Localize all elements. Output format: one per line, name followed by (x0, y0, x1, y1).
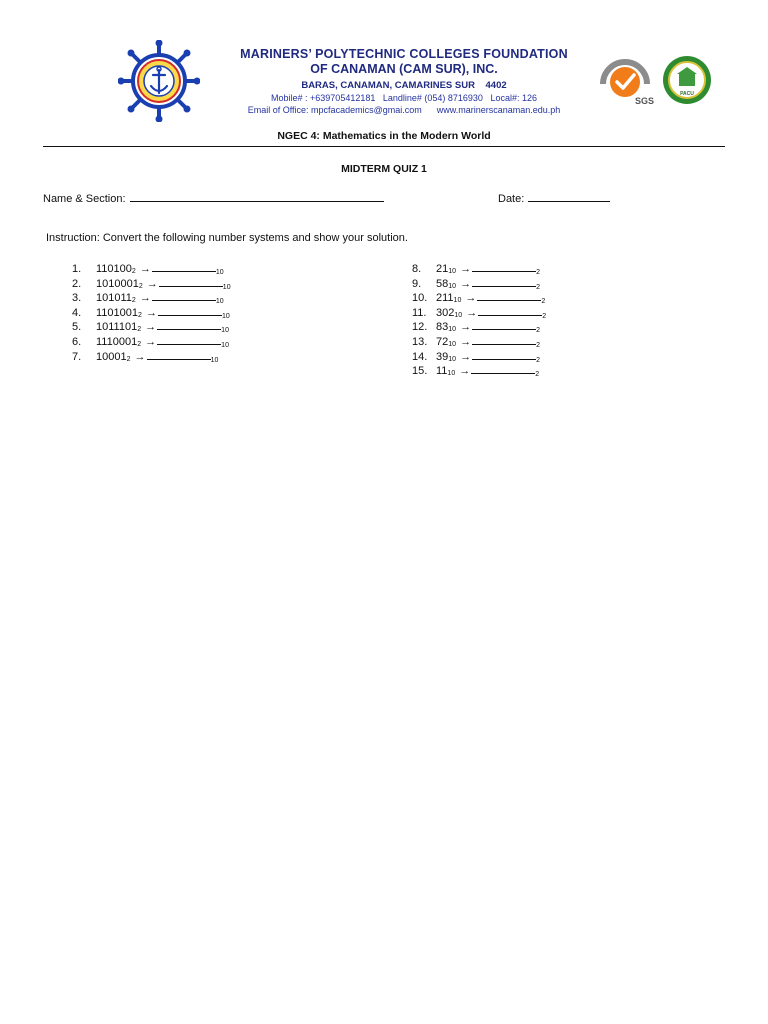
svg-text:PACU: PACU (680, 91, 694, 97)
item-number: 9. (412, 277, 422, 290)
institution-email-web: Email of Office: mpcfacademics@gmai.com www.marinerscanaman.edu.ph (247, 105, 561, 115)
item-value: $211_{10}$ (436, 292, 462, 305)
item-value: $101011_2$ (96, 292, 136, 305)
item-from-base: 10 (454, 311, 463, 319)
quiz-title: MIDTERM QUIZ 1 (341, 163, 427, 175)
item-number: 4. (72, 306, 82, 319)
item-value: $11_{10}$ (436, 365, 456, 378)
item-to-base: 2 (536, 283, 541, 291)
item-number: 1. (72, 263, 82, 275)
course-title: NGEC 4: Mathematics in the Modern World (277, 130, 491, 142)
item-number: 15. (412, 365, 428, 378)
institution-block (200, 47, 608, 116)
item-to-base: 2 (536, 269, 541, 276)
item-to-base: 10 (222, 283, 231, 291)
name-section-blank (130, 192, 384, 202)
item-from-base: 2 (137, 326, 142, 334)
item-value: $10001_2$ (96, 350, 131, 363)
item-value: $39_{10}$ (436, 350, 457, 363)
arrow-icon: → (142, 335, 157, 348)
arrow-icon: → (142, 306, 157, 319)
items-left-column (72, 262, 231, 364)
item-from-base: 2 (138, 282, 143, 290)
arrow-icon: → (457, 335, 472, 348)
answer-blank (152, 262, 216, 272)
item-from-base: 10 (448, 268, 457, 275)
quiz-item (72, 291, 231, 306)
quiz-item (412, 277, 546, 292)
item-to-base: 10 (221, 312, 230, 320)
item-value: $1110001_2$ (96, 335, 142, 348)
answer-blank (472, 350, 536, 360)
date-blank (528, 192, 610, 202)
arrow-icon: → (456, 365, 471, 378)
quiz-item (72, 335, 231, 350)
arrow-icon: → (457, 277, 472, 290)
answer-blank (157, 335, 221, 345)
institution-name-line1: MARINERS’ POLYTECHNIC COLLEGES FOUNDATION (240, 47, 568, 61)
item-value: $72_{10}$ (436, 335, 457, 348)
name-section-label: Name & Section: (43, 193, 126, 205)
answer-blank (472, 277, 536, 287)
item-from-base: 10 (453, 297, 462, 305)
date-label: Date: (498, 193, 525, 205)
item-value: $302_{10}$ (436, 306, 463, 319)
item-from-base: 10 (447, 370, 456, 378)
item-number: 11. (412, 306, 427, 319)
item-number: 12. (412, 321, 428, 334)
answer-blank (477, 291, 541, 301)
arrow-icon: → (131, 350, 146, 363)
item-to-base: 2 (535, 371, 540, 379)
item-value: $1011101_2$ (96, 321, 142, 334)
item-to-base: 10 (215, 269, 224, 276)
items-right-column (412, 262, 546, 379)
item-to-base: 2 (536, 341, 541, 349)
item-number: 2. (72, 277, 82, 290)
item-to-base: 10 (221, 327, 229, 335)
quiz-item (72, 350, 231, 365)
item-number: 14. (412, 350, 428, 363)
answer-blank (471, 364, 535, 374)
arrow-icon: → (143, 277, 158, 290)
answer-blank (472, 262, 536, 272)
item-number: 7. (72, 350, 82, 363)
item-from-base: 2 (137, 340, 142, 348)
quiz-item (412, 335, 546, 350)
item-value: $83_{10}$ (436, 321, 457, 334)
item-from-base: 2 (138, 311, 142, 319)
quiz-item (72, 320, 231, 335)
arrow-icon: → (463, 306, 478, 319)
item-to-base: 10 (215, 298, 224, 306)
date-field (498, 192, 610, 205)
arrow-icon: → (142, 321, 157, 334)
arrow-icon: → (457, 263, 472, 275)
quiz-item (412, 364, 546, 379)
answer-blank (152, 291, 216, 301)
header-divider (43, 146, 725, 147)
item-value: $21_{10}$ (436, 263, 457, 275)
item-from-base: 2 (131, 268, 136, 275)
institution-name-line2: OF CANAMAN (CAM SUR), INC. (310, 62, 498, 76)
item-number: 10. (412, 292, 428, 305)
answer-blank (472, 335, 536, 345)
quiz-item (412, 320, 546, 335)
quiz-item (412, 306, 546, 321)
item-from-base: 2 (131, 297, 136, 305)
svg-text:SGS: SGS (635, 96, 655, 106)
pacu-seal-logo-icon (656, 54, 718, 106)
answer-blank (478, 306, 542, 316)
school-logo-icon (118, 40, 200, 122)
quiz-item (72, 306, 231, 321)
item-number: 13. (412, 335, 428, 348)
item-number: 3. (72, 292, 82, 305)
item-value: $110100_2$ (96, 263, 136, 275)
item-from-base: 2 (126, 355, 131, 363)
answer-blank (472, 320, 536, 330)
arrow-icon: → (462, 292, 477, 305)
item-number: 6. (72, 335, 82, 348)
item-number: 5. (72, 321, 82, 334)
item-to-base: 2 (542, 312, 547, 320)
item-number: 8. (412, 263, 422, 275)
item-to-base: 2 (541, 298, 546, 306)
item-from-base: 10 (448, 355, 457, 363)
item-value: $1010001_2$ (96, 277, 143, 290)
item-to-base: 2 (536, 356, 541, 364)
sgs-certification-logo-icon (597, 54, 657, 106)
answer-blank (147, 350, 211, 360)
quiz-item (412, 291, 546, 306)
item-value: $58_{10}$ (436, 277, 457, 290)
arrow-icon: → (136, 292, 151, 305)
quiz-item (412, 350, 546, 365)
answer-blank (159, 277, 223, 287)
item-from-base: 10 (448, 340, 457, 348)
arrow-icon: → (457, 321, 472, 334)
name-section-field (43, 192, 384, 205)
answer-blank (158, 306, 222, 316)
item-from-base: 10 (448, 326, 457, 334)
instruction-text: Instruction: Convert the following number systems and show your solution. (46, 232, 408, 244)
item-value: $1101001_2$ (96, 306, 142, 319)
document-header (0, 40, 768, 120)
answer-blank (157, 320, 221, 330)
quiz-item (72, 262, 231, 277)
quiz-item (412, 262, 546, 277)
item-to-base: 10 (210, 356, 219, 364)
quiz-item (72, 277, 231, 292)
arrow-icon: → (457, 350, 472, 363)
institution-contacts: Mobile# : +639705412181 Landline# (054) 8716930 Local#: 126 (271, 93, 537, 103)
item-from-base: 10 (448, 282, 457, 290)
item-to-base: 2 (536, 327, 541, 335)
arrow-icon: → (136, 263, 151, 275)
item-to-base: 10 (221, 341, 229, 349)
institution-address: BARAS, CANAMAN, CAMARINES SUR 4402 (301, 80, 507, 91)
